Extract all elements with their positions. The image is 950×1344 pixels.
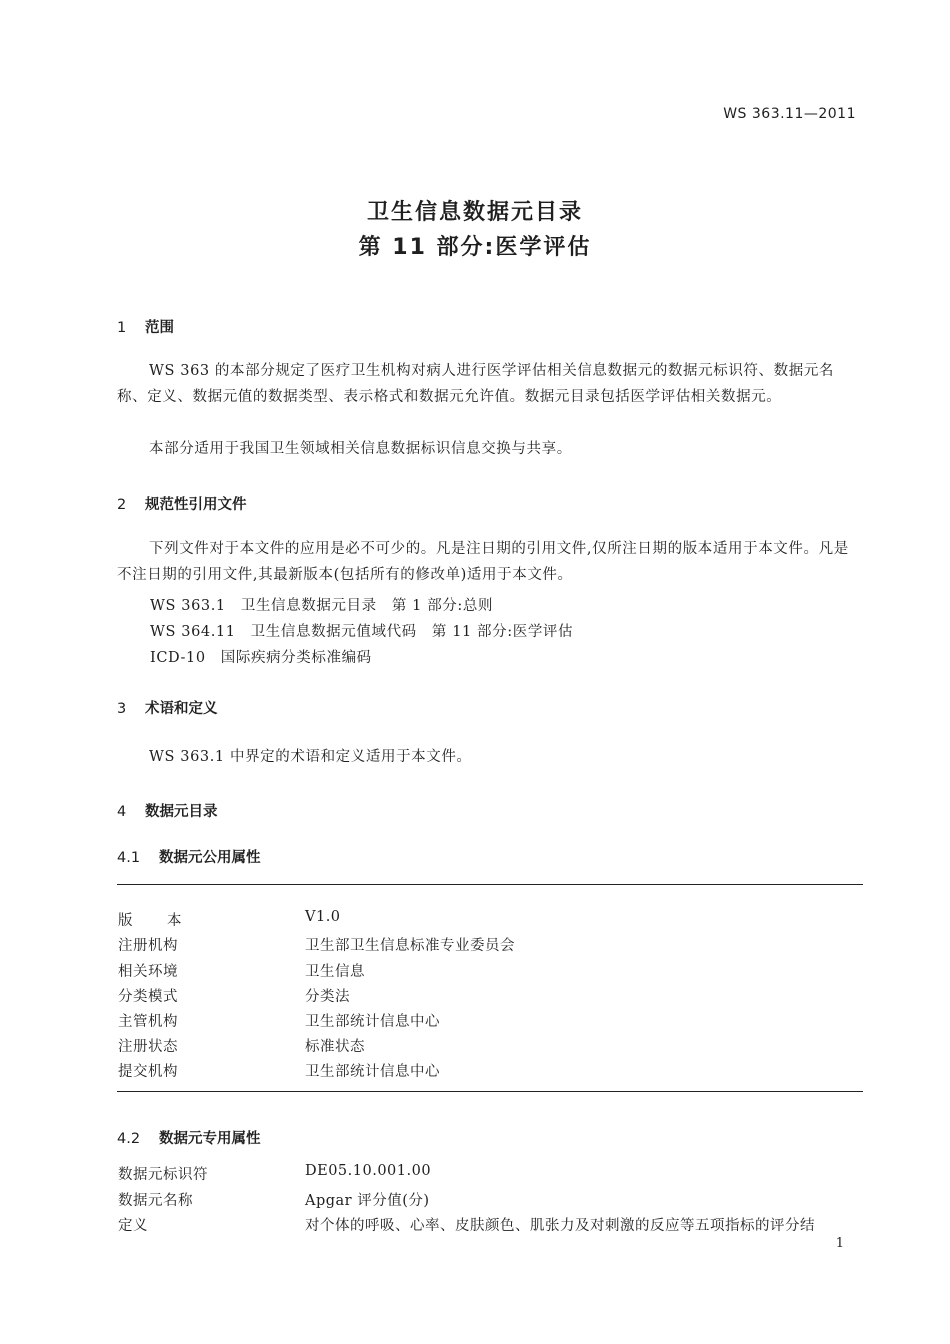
attribute-value: 卫生部统计信息中心 bbox=[305, 1064, 440, 1080]
attribute-value: 分类法 bbox=[305, 989, 350, 1005]
section-number: 3 bbox=[117, 701, 127, 717]
standard-code: WS 363.11—2011 bbox=[723, 106, 856, 122]
table-top-rule bbox=[117, 884, 863, 885]
section-number: 4 bbox=[117, 804, 127, 820]
section-number: 2 bbox=[117, 497, 127, 513]
table-bottom-rule bbox=[117, 1091, 863, 1092]
document-title: 卫生信息数据元目录 bbox=[366, 200, 583, 225]
section-title: 术语和定义 bbox=[145, 701, 218, 717]
section-title: 数据元公用属性 bbox=[159, 850, 261, 866]
section-title: 数据元专用属性 bbox=[159, 1131, 261, 1147]
section-number: 4.2 bbox=[117, 1131, 141, 1147]
section-heading-4-1 bbox=[117, 846, 261, 867]
section-heading-1 bbox=[117, 316, 174, 337]
section-heading-4 bbox=[117, 800, 218, 821]
attribute-value: 对个体的呼吸、心率、皮肤颜色、肌张力及对刺激的反应等五项指标的评分结 bbox=[305, 1218, 815, 1234]
attribute-label: 提交机构 bbox=[118, 1064, 178, 1080]
attribute-value: 卫生部卫生信息标准专业委员会 bbox=[305, 938, 515, 954]
attribute-label: 注册状态 bbox=[118, 1039, 178, 1055]
section-heading-2 bbox=[117, 493, 247, 514]
attribute-label: 分类模式 bbox=[118, 989, 178, 1005]
scope-paragraph-2: 本部分适用于我国卫生领域相关信息数据标识信息交换与共享。 bbox=[149, 441, 572, 457]
attribute-label-text: 版本 bbox=[118, 913, 182, 929]
terms-paragraph: WS 363.1 中界定的术语和定义适用于本文件。 bbox=[149, 749, 472, 765]
attribute-label: 数据元标识符 bbox=[118, 1167, 208, 1183]
section-number: 4.1 bbox=[117, 850, 141, 866]
reference-item: WS 363.1 卫生信息数据元目录 第 1 部分:总则 bbox=[150, 598, 494, 614]
reference-item: WS 364.11 卫生信息数据元值域代码 第 11 部分:医学评估 bbox=[150, 624, 574, 640]
section-title: 规范性引用文件 bbox=[145, 497, 247, 513]
page-number: 1 bbox=[835, 1236, 844, 1251]
attribute-label bbox=[118, 909, 182, 930]
section-number: 1 bbox=[117, 320, 127, 336]
attribute-value: Apgar 评分值(分) bbox=[305, 1193, 430, 1209]
attribute-value: V1.0 bbox=[305, 909, 341, 925]
normative-references-paragraph: 下列文件对于本文件的应用是必不可少的。凡是注日期的引用文件,仅所注日期的版本适用于本文件。凡是不注日期的引用文件,其最新版本(包括所有的修改单)适用于本文件。 bbox=[117, 541, 849, 583]
scope-paragraph-1: WS 363 的本部分规定了医疗卫生机构对病人进行医学评估相关信息数据元的数据元标识符、数据元名称、定义、数据元值的数据类型、表示格式和数据元允许值。数据元目录包括医学评估相关数据元。 bbox=[117, 363, 835, 405]
attribute-value: 标准状态 bbox=[305, 1039, 365, 1055]
reference-item: ICD-10 国际疾病分类标准编码 bbox=[150, 650, 372, 666]
document-subtitle: 第 11 部分:医学评估 bbox=[358, 235, 592, 260]
attribute-value: 卫生信息 bbox=[305, 964, 365, 980]
section-title: 范围 bbox=[145, 320, 174, 336]
attribute-label: 主管机构 bbox=[118, 1014, 178, 1030]
attribute-value: DE05.10.001.00 bbox=[305, 1163, 432, 1179]
attribute-value: 卫生部统计信息中心 bbox=[305, 1014, 440, 1030]
section-heading-4-2 bbox=[117, 1127, 261, 1148]
attribute-label: 定义 bbox=[118, 1218, 148, 1234]
attribute-label: 注册机构 bbox=[118, 938, 178, 954]
attribute-label: 相关环境 bbox=[118, 964, 178, 980]
attribute-label: 数据元名称 bbox=[118, 1193, 193, 1209]
section-title: 数据元目录 bbox=[145, 804, 218, 820]
section-heading-3 bbox=[117, 697, 218, 718]
